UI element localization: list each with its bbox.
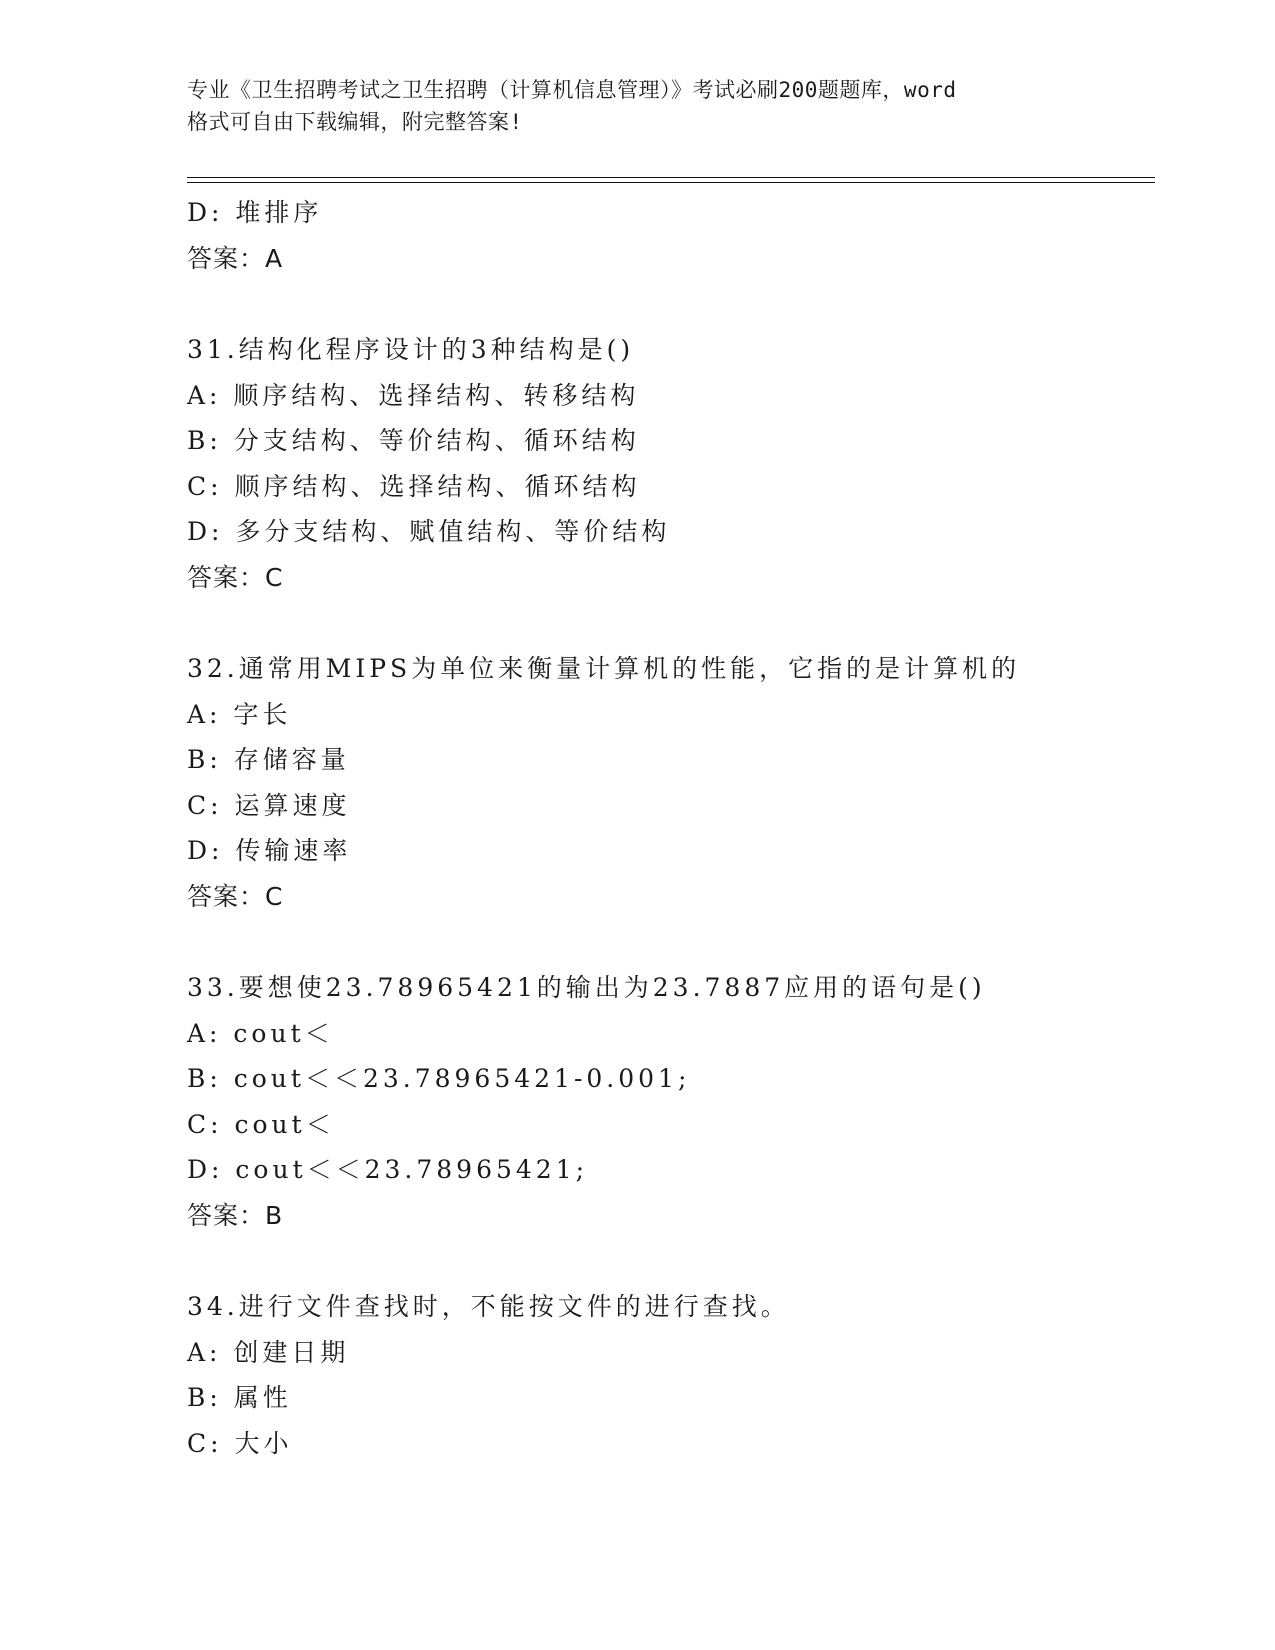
option-c: C: cout＜	[187, 1109, 335, 1139]
question-32	[187, 646, 1147, 919]
option-d: D: 传输速率	[187, 836, 352, 865]
spacer	[187, 600, 1147, 646]
option-a: A: cout＜	[187, 1018, 334, 1048]
spacer	[187, 281, 1147, 327]
option-c: C: 运算速度	[187, 790, 351, 820]
spacer	[187, 919, 1147, 965]
option-b: B: 存储容量	[187, 745, 350, 774]
header-line-2: 格式可自由下载编辑，附完整答案!	[187, 110, 523, 134]
question-stem: 31.结构化程序设计的3种结构是()	[187, 335, 635, 364]
answer-line: 答案：B	[187, 1200, 284, 1230]
document-header	[187, 74, 1087, 138]
header-divider-top	[187, 177, 1155, 178]
question-stem: 34.进行文件查找时，不能按文件的进行查找。	[187, 1292, 790, 1321]
option-a: A: 字长	[187, 699, 292, 729]
option-d: D: cout＜＜23.78965421;	[187, 1155, 589, 1184]
question-content	[187, 190, 1147, 1466]
question-34	[187, 1284, 1147, 1466]
option-d: D: 多分支结构、赋值结构、等价结构	[187, 517, 671, 546]
option-c: C: 大小	[187, 1428, 293, 1458]
spacer	[187, 1238, 1147, 1284]
question-31	[187, 327, 1147, 600]
answer-line: 答案：A	[187, 243, 284, 273]
option-c: C: 顺序结构、选择结构、循环结构	[187, 471, 641, 501]
option-d: D: 堆排序	[187, 198, 323, 227]
header-line-1: 专业《卫生招聘考试之卫生招聘（计算机信息管理）》考试必刷200题题库，word	[187, 78, 957, 102]
question-stem: 32.通常用MIPS为单位来衡量计算机的性能，它指的是计算机的	[187, 654, 1021, 683]
previous-question-fragment	[187, 190, 1147, 281]
question-33	[187, 965, 1147, 1238]
option-a: A: 顺序结构、选择结构、转移结构	[187, 380, 640, 410]
option-a: A: 创建日期	[187, 1337, 350, 1367]
option-b: B: 分支结构、等价结构、循环结构	[187, 426, 640, 455]
answer-line: 答案：C	[187, 562, 284, 592]
option-b: B: 属性	[187, 1383, 292, 1412]
option-b: B: cout＜＜23.78965421-0.001;	[187, 1064, 691, 1093]
answer-line: 答案：C	[187, 881, 284, 911]
header-divider-bottom	[187, 182, 1155, 183]
question-stem: 33.要想使23.78965421的输出为23.7887应用的语句是()	[187, 973, 986, 1002]
